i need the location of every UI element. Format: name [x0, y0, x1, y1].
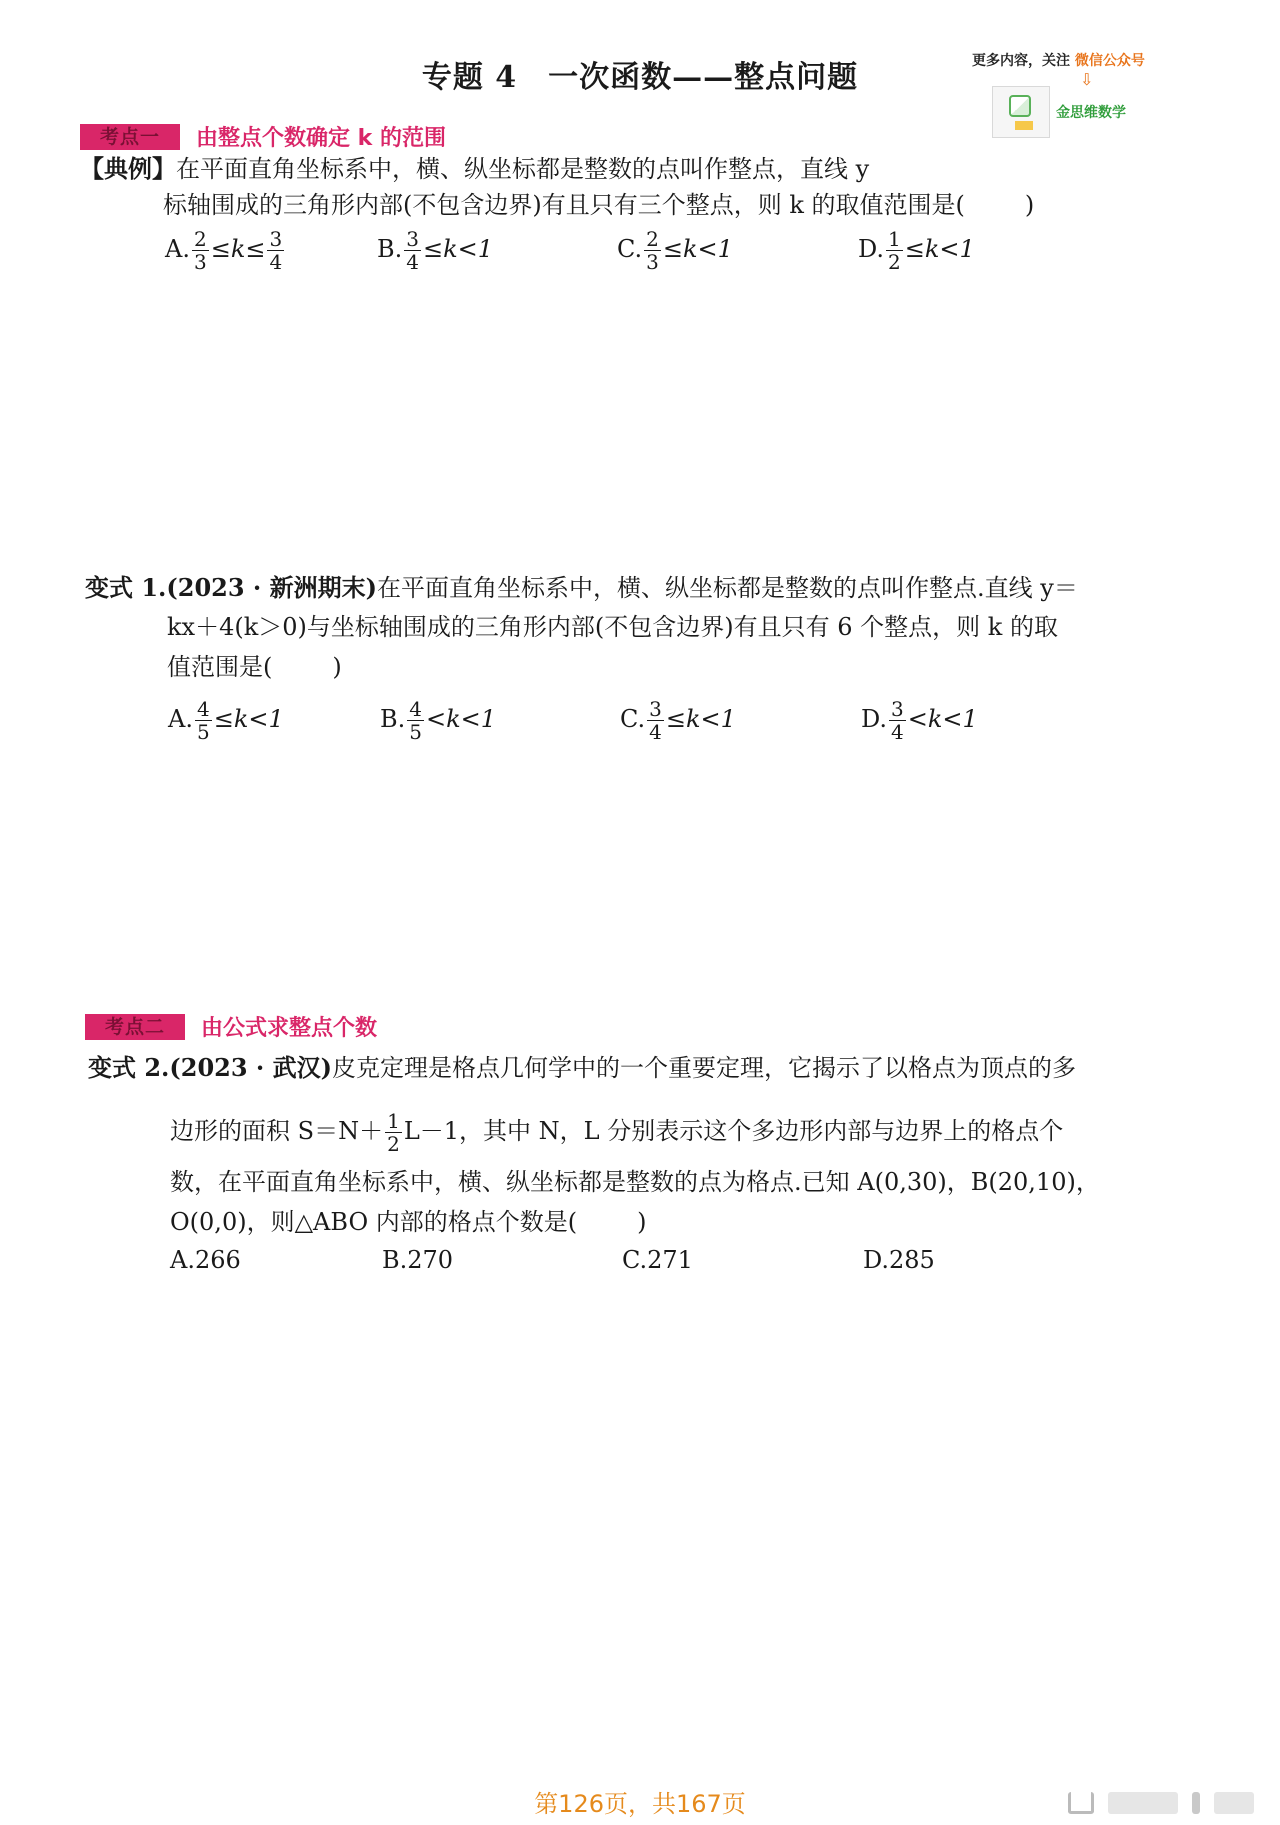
section-title: 由整点个数确定 k 的范围	[196, 126, 446, 151]
inequality: <k<1	[426, 705, 497, 733]
fraction	[385, 1110, 402, 1155]
page-indicator: 第126页，共167页	[534, 1790, 746, 1818]
option-letter: D.	[858, 235, 885, 263]
inequality: ≤k<1	[904, 235, 975, 263]
variant2-line-4	[170, 1205, 646, 1239]
section-tag: 考点一	[80, 124, 180, 150]
zoom-slider[interactable]	[1108, 1792, 1178, 1814]
option-b	[377, 228, 493, 273]
inequality: <k<1	[907, 705, 978, 733]
brand-banner	[972, 50, 1182, 121]
option-c	[620, 698, 736, 743]
numerator: 1	[888, 227, 901, 251]
fraction	[889, 698, 906, 743]
variant-text: 在平面直角坐标系中，横、纵坐标都是整数的点叫作整点.直线 y＝	[377, 574, 1078, 602]
variant2-line-1	[88, 1051, 1076, 1085]
fraction	[644, 228, 661, 273]
option-letter: A.	[168, 705, 193, 733]
numerator: 1	[387, 1109, 400, 1133]
numerator: 2	[646, 227, 659, 251]
denominator: 3	[646, 250, 659, 274]
fraction	[192, 228, 209, 273]
denominator: 5	[409, 720, 422, 744]
inequality: ≤k≤	[210, 235, 266, 263]
paren-close: )	[1024, 191, 1035, 219]
variant-text: 值范围是(	[167, 653, 273, 681]
variant-source: (2023 · 武汉)	[169, 1053, 332, 1082]
variant1-line-2: kx＋4(k＞0)与坐标轴围成的三角形内部(不包含边界)有且只有 6 个整点，则 k 的取	[167, 613, 1058, 641]
brand-prefix: 更多内容，关注	[972, 53, 1075, 69]
brand-logo	[992, 86, 1050, 138]
denominator: 4	[891, 720, 904, 744]
variant1-line-3	[167, 650, 342, 684]
variant-text: 边形的面积 S＝N＋	[170, 1117, 384, 1145]
page-title: 专题 4 一次函数——整点问题	[421, 60, 859, 95]
option-a: A.266	[170, 1246, 241, 1274]
option-a	[168, 698, 284, 743]
brand-follow-text	[972, 50, 1182, 70]
option-letter: D.	[861, 705, 888, 733]
logo-mark-icon	[1009, 95, 1031, 117]
option-c	[617, 228, 733, 273]
variant-text: L－1，其中 N，L 分别表示这个多边形内部与边界上的格点个	[403, 1117, 1064, 1145]
variant1-line-1	[85, 571, 1078, 605]
variant2-line-2	[170, 1110, 1063, 1155]
section-tag: 考点二	[85, 1014, 185, 1040]
option-letter: A.	[165, 235, 190, 263]
paren-close: )	[637, 1208, 647, 1236]
down-arrow-icon: ⇩	[1080, 70, 1094, 89]
inequality: ≤k<1	[213, 705, 284, 733]
option-letter: C.	[620, 705, 646, 733]
fraction	[195, 698, 212, 743]
variant-label: 变式 2.	[88, 1053, 170, 1082]
variant1-options	[168, 698, 1068, 754]
viewer-toolbar	[1068, 1792, 1258, 1814]
variant-text: 皮克定理是格点几何学中的一个重要定理，它揭示了以格点为顶点的多	[332, 1054, 1076, 1082]
denominator: 4	[649, 720, 662, 744]
fraction	[267, 228, 284, 273]
option-letter: B.	[380, 705, 406, 733]
option-d: D.285	[863, 1246, 935, 1274]
example-label: 【典例】	[80, 154, 176, 183]
paren-close: )	[332, 653, 342, 681]
option-d	[858, 228, 975, 273]
inequality: ≤k<1	[665, 705, 736, 733]
variant-label: 变式 1.	[85, 573, 167, 602]
fit-page-icon[interactable]	[1068, 1792, 1094, 1814]
inequality: ≤k<1	[423, 235, 494, 263]
example-text: 在平面直角坐标系中，横、纵坐标都是整数的点叫作整点，直线 y	[176, 155, 870, 183]
denominator: 4	[269, 250, 283, 274]
numerator: 3	[406, 227, 419, 251]
option-c: C.271	[622, 1246, 693, 1274]
section-header-2	[85, 1011, 377, 1045]
variant-text: O(0,0)，则△ABO 内部的格点个数是(	[170, 1208, 578, 1236]
denominator: 4	[406, 250, 419, 274]
variant-source: (2023 · 新洲期末)	[166, 573, 377, 602]
denominator: 3	[193, 250, 207, 274]
example-text: 标轴围成的三角形内部(不包含边界)有且只有三个整点，则 k 的取值范围是(	[163, 191, 965, 219]
section-header-1	[80, 121, 446, 155]
numerator: 3	[269, 227, 283, 251]
fraction	[407, 698, 424, 743]
example-line-1	[80, 152, 869, 186]
numerator: 3	[649, 697, 662, 721]
option-letter: C.	[617, 235, 643, 263]
option-a	[165, 228, 286, 273]
example-options	[165, 228, 1065, 284]
inequality: ≤k<1	[662, 235, 733, 263]
logo-tag-icon	[1015, 121, 1033, 130]
denominator: 2	[387, 1132, 400, 1156]
option-b	[380, 698, 496, 743]
fraction	[647, 698, 664, 743]
brand-highlight: 微信公众号	[1074, 53, 1145, 69]
fraction	[886, 228, 903, 273]
fraction	[404, 228, 421, 273]
numerator: 4	[196, 697, 210, 721]
option-b: B.270	[382, 1246, 454, 1274]
option-d	[861, 698, 978, 743]
menu-icon[interactable]	[1214, 1792, 1254, 1814]
example-line-2	[163, 188, 1034, 222]
numerator: 3	[891, 697, 904, 721]
divider-icon	[1192, 1792, 1200, 1814]
variant2-options	[170, 1246, 1070, 1286]
denominator: 5	[196, 720, 210, 744]
denominator: 2	[888, 250, 901, 274]
option-letter: B.	[377, 235, 403, 263]
section-title: 由公式求整点个数	[201, 1016, 378, 1041]
brand-name: 金思维数学	[1056, 105, 1126, 121]
numerator: 4	[409, 697, 422, 721]
numerator: 2	[193, 227, 207, 251]
variant2-line-3: 数，在平面直角坐标系中，横、纵坐标都是整数的点为格点.已知 A(0,30)，B(20,10)，	[170, 1168, 1100, 1196]
